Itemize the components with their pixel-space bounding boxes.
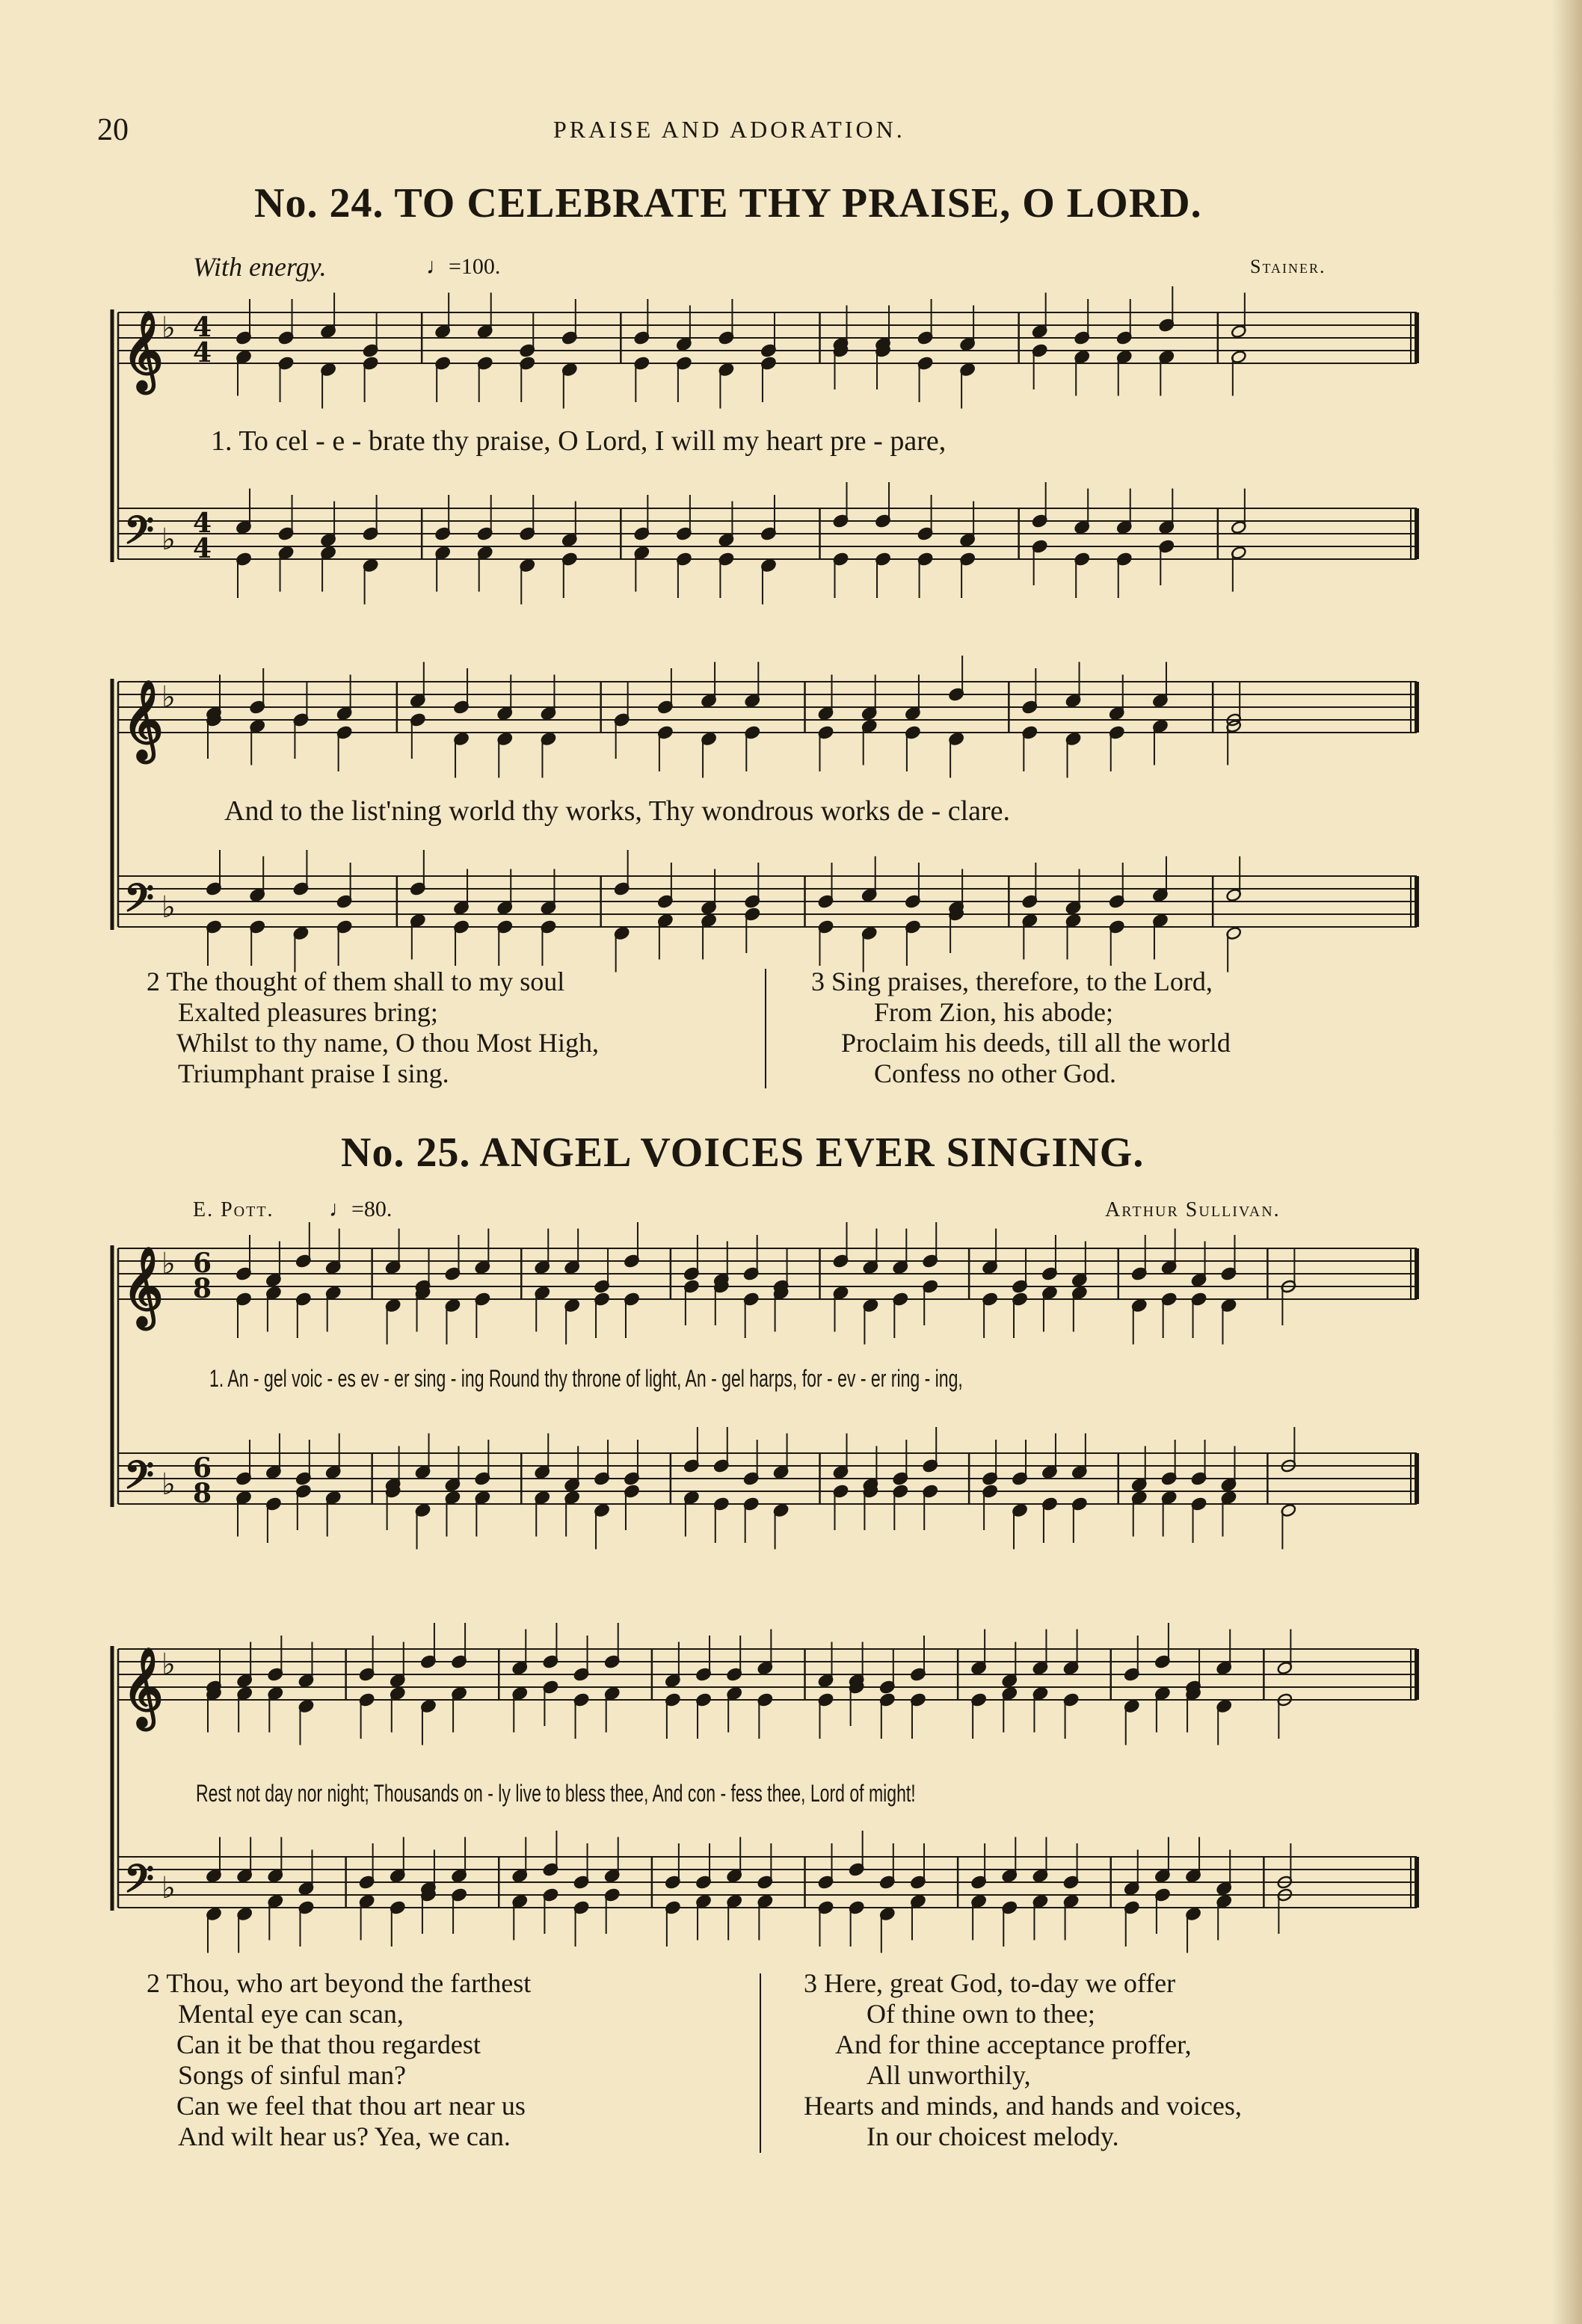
bass-clef: 𝄢 bbox=[124, 1452, 154, 1507]
bass-clef: 𝄢 bbox=[124, 875, 154, 930]
hymn-25-metronome: ♩=80. bbox=[329, 1197, 393, 1221]
verse-line: Songs of sinful man? bbox=[178, 2060, 406, 2090]
verse-line: 2 Thou, who art beyond the farthest bbox=[147, 1968, 532, 1998]
time-signature-top: 4 bbox=[193, 312, 212, 343]
verse-line: And wilt hear us? Yea, we can. bbox=[178, 2121, 511, 2151]
time-signature-top: 6 bbox=[193, 1248, 212, 1279]
treble-clef: 𝄞 bbox=[123, 679, 164, 759]
time-signature-bottom: 8 bbox=[193, 1273, 212, 1304]
hymn-25-lyrics-line-1: 1. An - gel voic - es ev - er sing - ing Round thy throne of light, An - gel harps, for - ev - er ring - ing, bbox=[209, 1365, 963, 1392]
verse-line: 3 Here, great God, to-day we offer bbox=[804, 1968, 1176, 1998]
verse-line: Can we feel that thou art near us bbox=[176, 2091, 526, 2121]
key-signature-flat: ♭ bbox=[161, 522, 176, 557]
verse-line: Whilst to thy name, O thou Most High, bbox=[176, 1028, 599, 1058]
verse-line: Hearts and minds, and hands and voices, bbox=[804, 2091, 1242, 2121]
key-signature-flat: ♭ bbox=[161, 1647, 176, 1682]
hymn-24-lyrics-line-1: 1. To cel - e - brate thy praise, O Lord, I will my heart pre - pare, bbox=[211, 425, 947, 457]
verse-line: All unworthily, bbox=[867, 2060, 1031, 2090]
time-signature-top: 6 bbox=[193, 1452, 212, 1484]
verse-line: From Zion, his abode; bbox=[874, 997, 1113, 1027]
verse-line: 2 The thought of them shall to my soul bbox=[147, 967, 565, 996]
key-signature-flat: ♭ bbox=[161, 1246, 176, 1281]
hymn-24-composer: Stainer. bbox=[1250, 256, 1326, 277]
key-signature-flat: ♭ bbox=[161, 310, 176, 345]
hymn-24-tempo: With energy. bbox=[193, 252, 327, 282]
page-number: 20 bbox=[97, 113, 129, 147]
verse-line: Can it be that thou regardest bbox=[176, 2029, 481, 2059]
verse-line: Of thine own to thee; bbox=[867, 1999, 1095, 2029]
hymn-24-title: No. 24. TO CELEBRATE THY PRAISE, O LORD. bbox=[254, 180, 1202, 226]
verse-line: Proclaim his deeds, till all the world bbox=[841, 1028, 1231, 1058]
hymn-25-composer: Arthur Sullivan. bbox=[1105, 1198, 1281, 1221]
key-signature-flat: ♭ bbox=[161, 890, 176, 925]
hymn-25-title: No. 25. ANGEL VOICES EVER SINGING. bbox=[341, 1129, 1145, 1176]
running-head: PRAISE AND ADORATION. bbox=[553, 116, 905, 143]
treble-clef: 𝄞 bbox=[123, 309, 164, 390]
hymn-25-author: E. Pott. bbox=[193, 1198, 274, 1221]
verse-line: Triumphant praise I sing. bbox=[178, 1058, 449, 1088]
key-signature-flat: ♭ bbox=[161, 1467, 176, 1502]
treble-clef: 𝄞 bbox=[123, 1245, 164, 1326]
hymn-24-metronome: ♩=100. bbox=[426, 254, 501, 279]
verse-line: In our choicest melody. bbox=[867, 2121, 1119, 2151]
verse-line: Exalted pleasures bring; bbox=[178, 997, 438, 1027]
verse-line: And for thine acceptance proffer, bbox=[835, 2029, 1192, 2059]
time-signature-bottom: 8 bbox=[193, 1478, 212, 1509]
bass-clef: 𝄢 bbox=[124, 508, 154, 562]
time-signature-bottom: 4 bbox=[193, 533, 212, 564]
time-signature-top: 4 bbox=[193, 508, 212, 539]
verse-line: Confess no other God. bbox=[874, 1058, 1116, 1088]
treble-clef: 𝄞 bbox=[123, 1646, 164, 1727]
hymn-24-lyrics-line-2: And to the list'ning world thy works, Thy wondrous works de - clare. bbox=[224, 795, 1011, 827]
time-signature-bottom: 4 bbox=[193, 337, 212, 369]
verse-line: Mental eye can scan, bbox=[178, 1999, 404, 2029]
key-signature-flat: ♭ bbox=[161, 679, 176, 715]
verse-line: 3 Sing praises, therefore, to the Lord, bbox=[811, 967, 1213, 996]
hymn-25-lyrics-line-2: Rest not day nor night; Thousands on - ly live to bless thee, And con - fess thee, Lord of might! bbox=[196, 1780, 916, 1807]
key-signature-flat: ♭ bbox=[161, 1870, 176, 1905]
bass-clef: 𝄢 bbox=[124, 1856, 154, 1911]
